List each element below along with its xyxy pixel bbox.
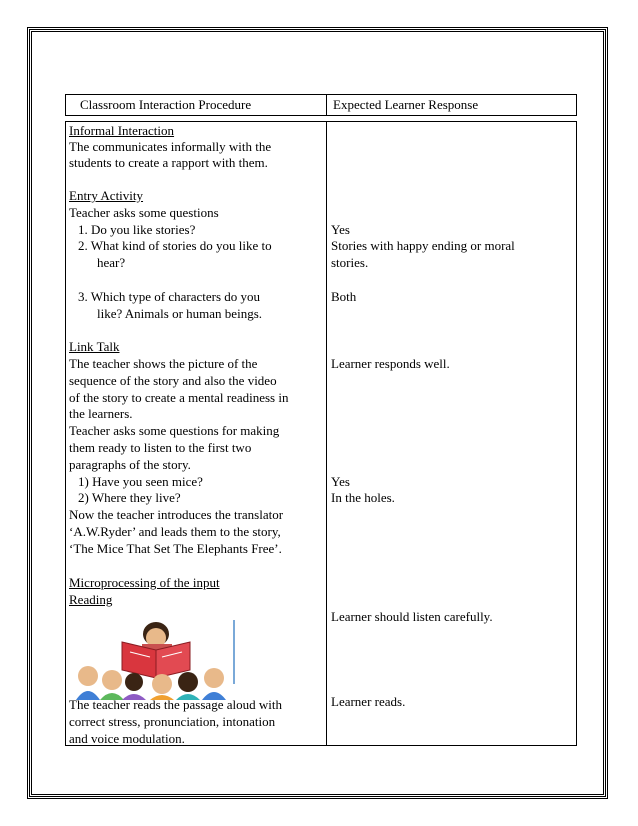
entry-heading: Entry Activity: [69, 188, 144, 203]
link-text: The teacher shows the picture of the: [69, 356, 258, 371]
link-talk-heading: Link Talk: [69, 339, 120, 354]
question-3-cont: like? Animals or human beings.: [97, 306, 263, 321]
response-stories: Stories with happy ending or moral: [331, 238, 515, 253]
table-header: [65, 94, 577, 116]
question-3: 3. Which type of characters do you: [78, 289, 261, 304]
link-text: the learners.: [69, 406, 133, 421]
reading-text: and voice modulation.: [69, 731, 185, 746]
link-text: paragraphs of the story.: [69, 457, 191, 472]
micro-heading: Microprocessing of the input: [69, 575, 220, 590]
informal-text: The communicates informally with the: [69, 139, 272, 154]
link-text: sequence of the story and also the video: [69, 373, 277, 388]
entry-text: Teacher asks some questions: [69, 205, 219, 220]
reading-text: The teacher reads the passage aloud with: [69, 697, 282, 712]
link-text: of the story to create a mental readiness in: [69, 390, 289, 405]
link-text: Now the teacher introduces the translator: [69, 507, 284, 522]
response-reads: Learner reads.: [331, 694, 406, 709]
link-question-1: 1) Have you seen mice?: [78, 474, 203, 489]
response-yes: Yes: [331, 474, 350, 489]
teacher-reading-to-children-icon: [70, 620, 238, 700]
column-divider: [326, 121, 327, 746]
response-stories-cont: stories.: [331, 255, 369, 270]
link-text: ‘A.W.Ryder’ and leads them to the story,: [69, 524, 281, 539]
informal-text: students to create a rapport with them.: [69, 155, 268, 170]
question-2: 2. What kind of stories do you like to: [78, 238, 272, 253]
reading-heading: Reading: [69, 592, 113, 607]
link-text: them ready to listen to the first two: [69, 440, 252, 455]
header-response: Expected Learner Response: [333, 97, 479, 112]
link-question-2: 2) Where they live?: [78, 490, 181, 505]
response-holes: In the holes.: [331, 490, 395, 505]
link-text: Teacher asks some questions for making: [69, 423, 280, 438]
header-procedure: Classroom Interaction Procedure: [66, 95, 327, 115]
question-1: 1. Do you like stories?: [78, 222, 196, 237]
reading-text: correct stress, pronunciation, intonation: [69, 714, 276, 729]
question-2-cont: hear?: [97, 255, 126, 270]
informal-heading: Informal Interaction: [69, 123, 175, 138]
response-well: Learner responds well.: [331, 356, 450, 371]
response-both: Both: [331, 289, 357, 304]
response-listen: Learner should listen carefully.: [331, 609, 493, 624]
link-text: ‘The Mice That Set The Elephants Free’.: [69, 541, 282, 556]
response-yes: Yes: [331, 222, 350, 237]
